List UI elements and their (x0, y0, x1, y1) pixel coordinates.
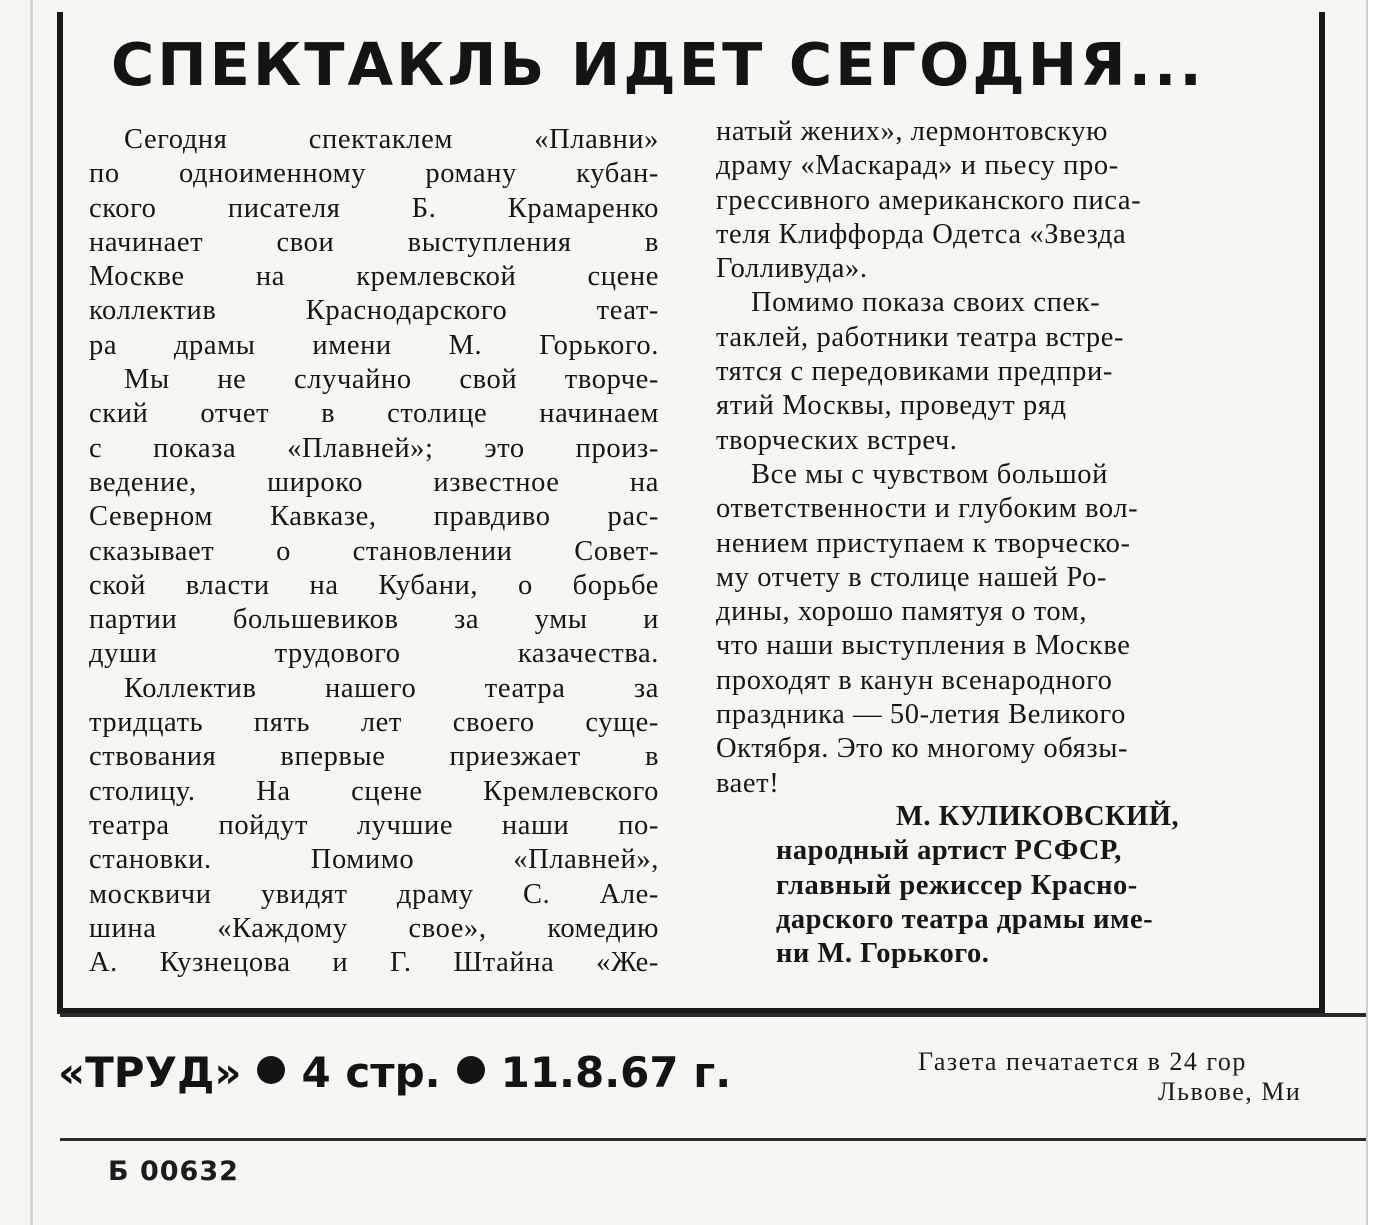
press-note-line: Газета печатается в 24 гор (918, 1047, 1247, 1076)
paragraph: Коллектив нашего театра за тридцать пять лет своего суще- ствования впервые приезжает в столицу. На сцене Кремлевского театра пойдут лучшие наши по- становки. Помимо «Плавней», москвичи увидят драму С. Але- шина «Каждому свое», комедию А. Кузнецова и Г. Штайна «Же- (89, 672, 659, 979)
issue-date: 11.8.67 г. (500, 1048, 732, 1097)
paragraph: Мы не случайно свой творче- ский отчет в столице начинаем с показа «Плавней»; это произ- ведение, широко известное на Северном Кавказе, правдиво рас- сказывает о становлении Совет- ской власти на Кубани, о борьбе партии большевиков за умы и души трудового казачества. (89, 364, 659, 670)
archive-code: Б 00632 (108, 1156, 239, 1187)
paragraph: Все мы с чувством большой ответственности и глубоким вол- нением приступаем к творческо- му отчету в столице нашей Ро- дины, хорошо памятуя о том, что наши выступления в Москве проходят в канун всенародного праздника — 50-летия Великого Октября. Это ко многому обязы- вает! (716, 458, 1139, 799)
press-note (918, 1047, 1366, 1107)
scan-edge (30, 0, 33, 1225)
paragraph: натый жених», лермонтовскую драму «Маскарад» и пьесу про- грессивного американского писа- теля Клиффорда Одетса «Звезда Голливуда». (716, 116, 1142, 285)
divider (60, 1138, 1366, 1141)
author-signature (776, 800, 1256, 971)
bullet-icon (257, 1056, 285, 1084)
press-note-line: Львове, Ми (1158, 1077, 1302, 1106)
author-name: М. КУЛИКОВСКИЙ, (896, 801, 1180, 832)
paragraph: Помимо показа своих спек- таклей, работники театра встре- тятся с передовиками предпри- ятий Москвы, проведут ряд творческих встреч. (716, 287, 1125, 456)
divider (60, 1013, 1366, 1017)
article-column-left (89, 123, 659, 980)
newspaper-name: «ТРУД» (58, 1048, 242, 1097)
masthead (58, 1045, 731, 1101)
article-column-right (716, 115, 1290, 801)
paragraph: Сегодня спектаклем «Плавни» по одноименному роману кубан- ского писателя Б. Крамаренко начинает свои выступления в Москве на кремлевской сцене коллектив Краснодарского теат- ра драмы имени М. Горького. (89, 124, 659, 361)
bullet-icon (457, 1056, 485, 1084)
headline: СПЕКТАКЛЬ ИДЕТ СЕГОДНЯ... (111, 30, 1205, 99)
page-number: 4 стр. (301, 1048, 441, 1097)
author-title: народный артист РСФСР, главный режиссер Красно- дарского театра драмы име- ни М. Горького. (776, 835, 1154, 970)
